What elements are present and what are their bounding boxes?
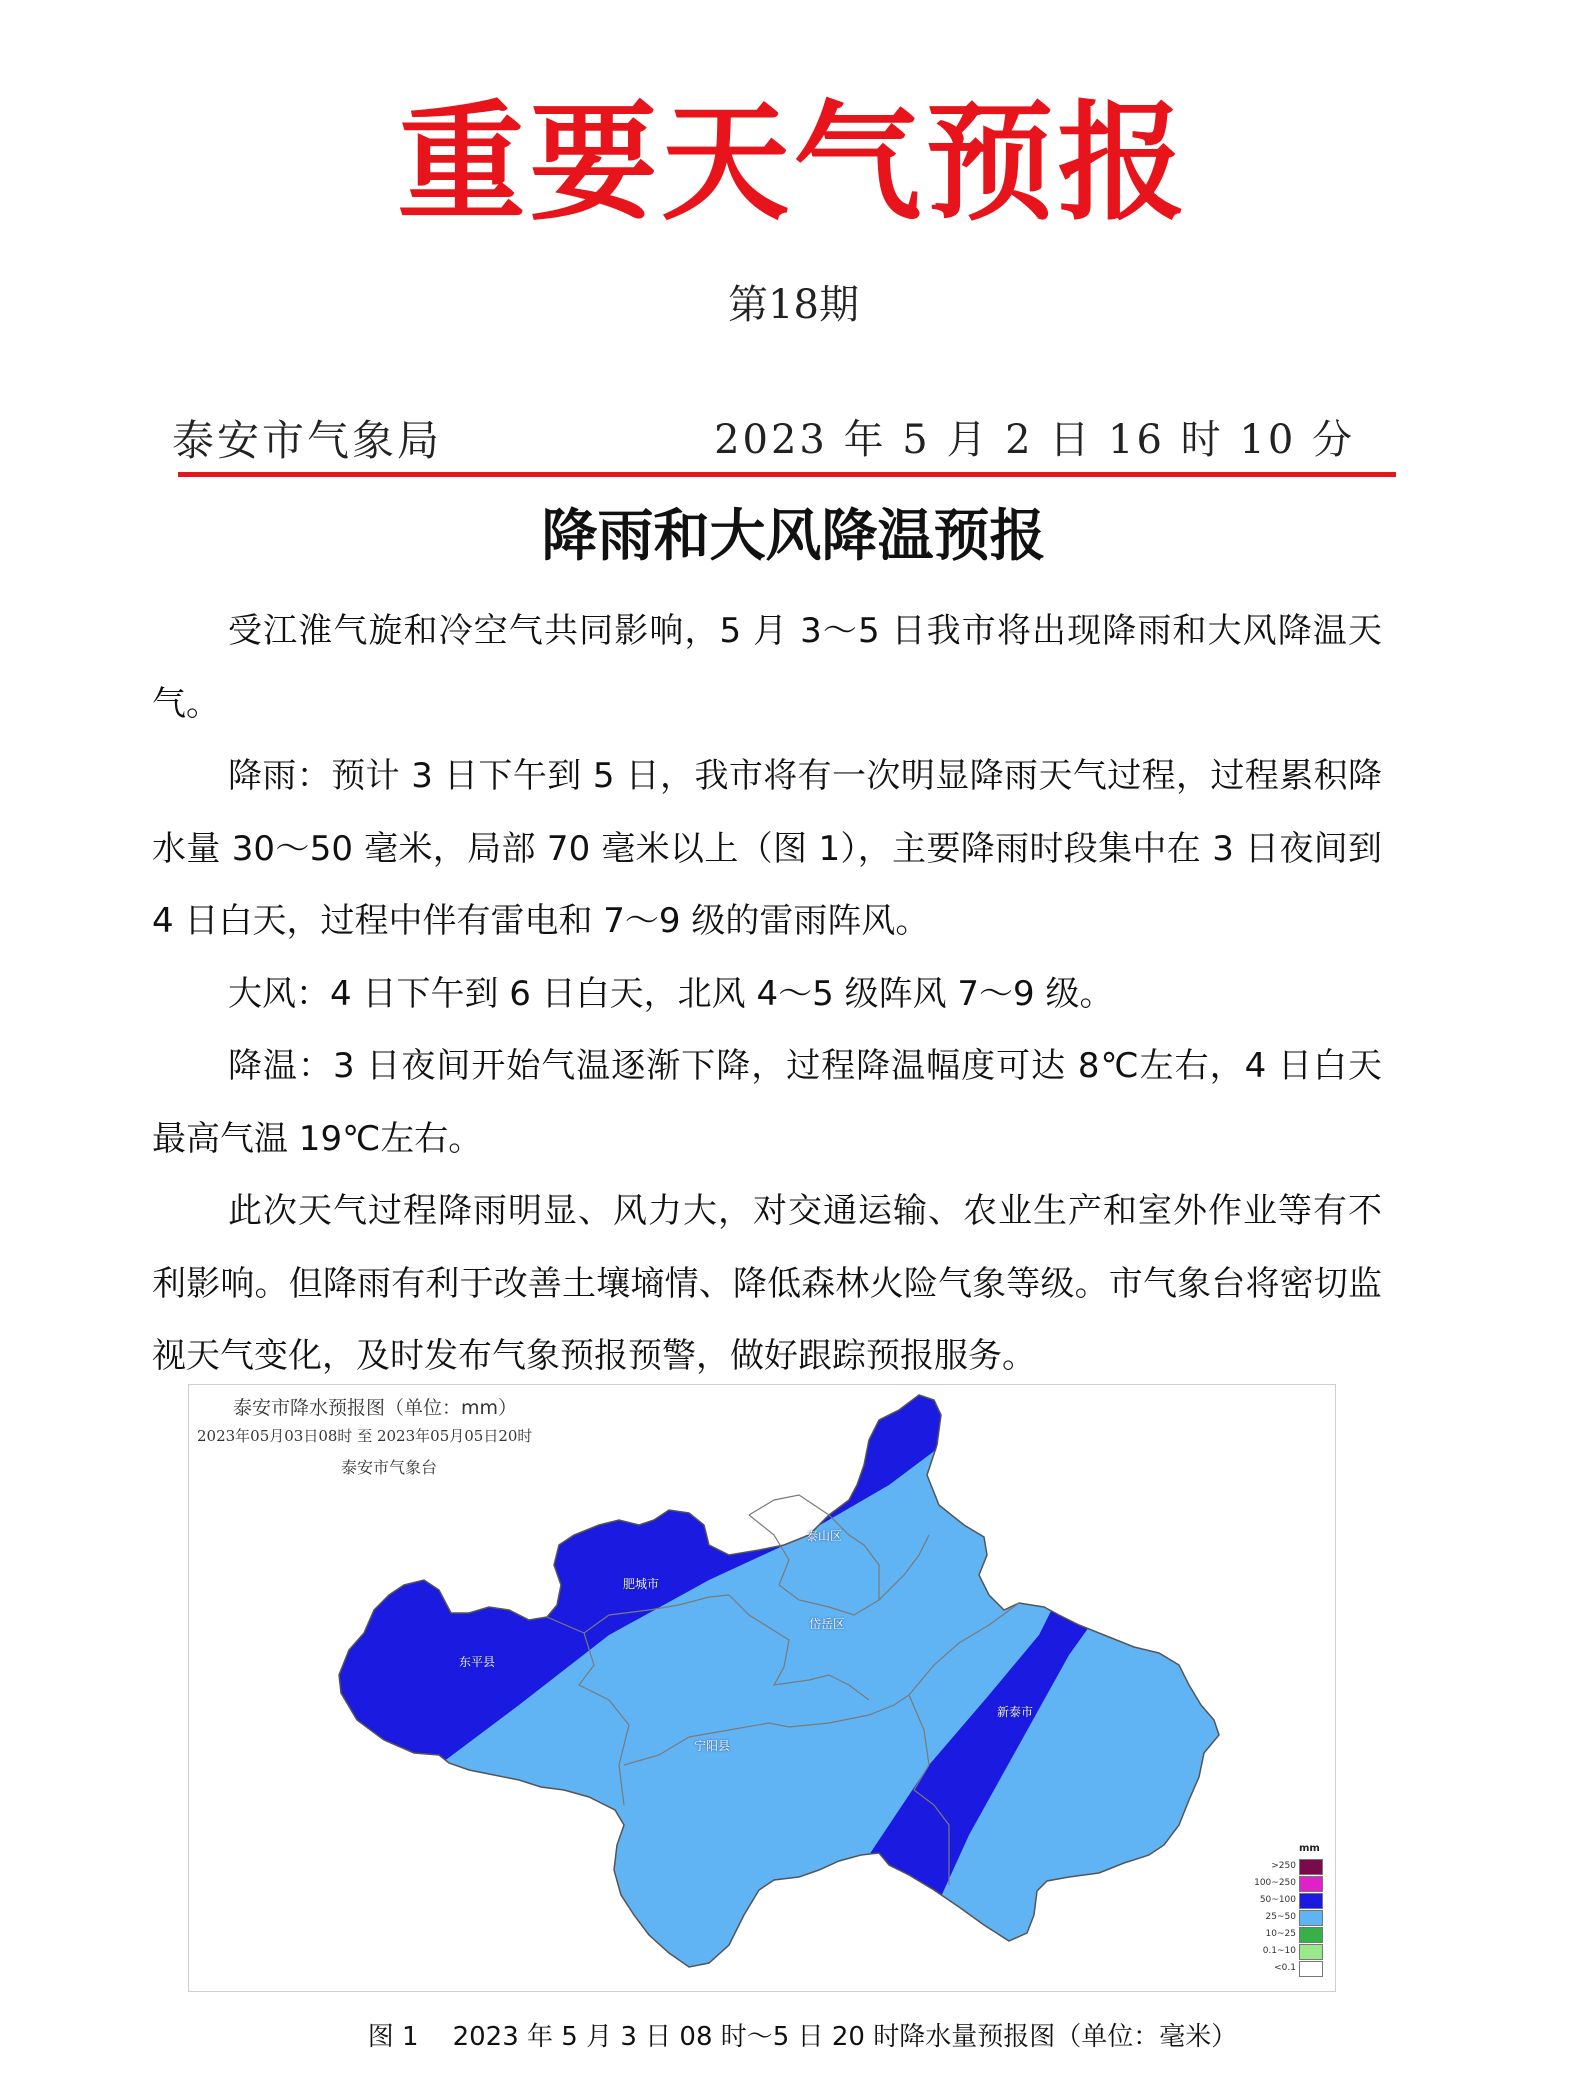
paragraph-rain: 降雨：预计 3 日下午到 5 日，我市将有一次明显降雨天气过程，过程累积降水量 30～50 毫米，局部 70 毫米以上（图 1），主要降雨时段集中在 3 日夜间到 4 日白天，过程中伴有雷电和 7～9 级的雷雨阵风。	[152, 756, 1382, 941]
legend-label: 25~50	[1265, 1912, 1296, 1922]
county-label-ningyang: 宁阳县	[694, 1739, 731, 1753]
figure-number: 图 1	[367, 2022, 419, 2052]
map-title: 泰安市降水预报图（单位：mm）	[233, 1397, 518, 1419]
body-text	[152, 595, 1382, 1393]
legend-swatch	[1299, 1859, 1323, 1875]
legend-label: >250	[1271, 1861, 1296, 1871]
masthead-title: 重要天气预报	[397, 88, 1190, 238]
map-time-range: 2023年05月03日08时 至 2023年05月05日20时	[197, 1427, 533, 1445]
legend-row	[1249, 1944, 1329, 1961]
legend-row	[1249, 1927, 1329, 1944]
paragraph-wind: 大风：4 日下午到 6 日白天，北风 4～5 级阵风 7～9 级。	[228, 973, 1114, 1014]
issuing-agency: 泰安市气象局	[172, 416, 443, 465]
legend-swatch	[1299, 1893, 1323, 1909]
legend-row	[1249, 1859, 1329, 1876]
county-label-dongping: 东平县	[459, 1655, 496, 1669]
legend-label: 10~25	[1265, 1929, 1296, 1939]
county-label-feicheng: 肥城市	[623, 1577, 660, 1591]
county-label-xintai: 新泰市	[997, 1705, 1034, 1719]
legend-swatch	[1299, 1961, 1323, 1977]
legend-row	[1249, 1893, 1329, 1910]
figure-caption-text: 2023 年 5 月 3 日 08 时～5 日 20 时降水量预报图（单位：毫米）	[452, 2022, 1238, 2052]
issue-number: 第18期	[728, 282, 859, 328]
precipitation-map	[188, 1384, 1336, 1992]
legend-swatch	[1299, 1876, 1323, 1892]
legend-swatch	[1299, 1927, 1323, 1943]
paragraph-impact: 此次天气过程降雨明显、风力大，对交通运输、农业生产和室外作业等有不利影响。但降雨有利于改善土壤墒情、降低森林火险气象等级。市气象台将密切监视天气变化，及时发布气象预报预警，做好跟踪预报服务。	[152, 1191, 1382, 1376]
county-label-daiyue: 岱岳区	[809, 1617, 846, 1631]
paragraph-cooling: 降温：3 日夜间开始气温逐渐下降，过程降温幅度可达 8℃左右，4 日白天最高气温 19℃左右。	[152, 1046, 1382, 1159]
legend-label: 50~100	[1259, 1895, 1296, 1905]
paragraph-intro: 受江淮气旋和冷空气共同影响，5 月 3～5 日我市将出现降雨和大风降温天气。	[152, 611, 1382, 724]
legend-row	[1249, 1876, 1329, 1893]
map-issuer: 泰安市气象台	[341, 1458, 438, 1477]
red-divider	[178, 472, 1396, 477]
figure-caption	[0, 2016, 1587, 2053]
legend-label: 0.1~10	[1262, 1946, 1296, 1956]
legend-row	[1249, 1961, 1329, 1978]
legend-swatch	[1299, 1910, 1323, 1926]
county-label-taishan: 泰山区	[806, 1529, 843, 1543]
legend-label: <0.1	[1274, 1963, 1296, 1973]
legend-row	[1249, 1910, 1329, 1927]
headline: 降雨和大风降温预报	[541, 503, 1046, 569]
issue-time: 2023 年 5 月 2 日 16 时 10 分	[714, 417, 1355, 463]
legend-label: 100~250	[1254, 1878, 1296, 1888]
legend-swatch	[1299, 1944, 1323, 1960]
legend-unit: mm	[1299, 1843, 1320, 1854]
